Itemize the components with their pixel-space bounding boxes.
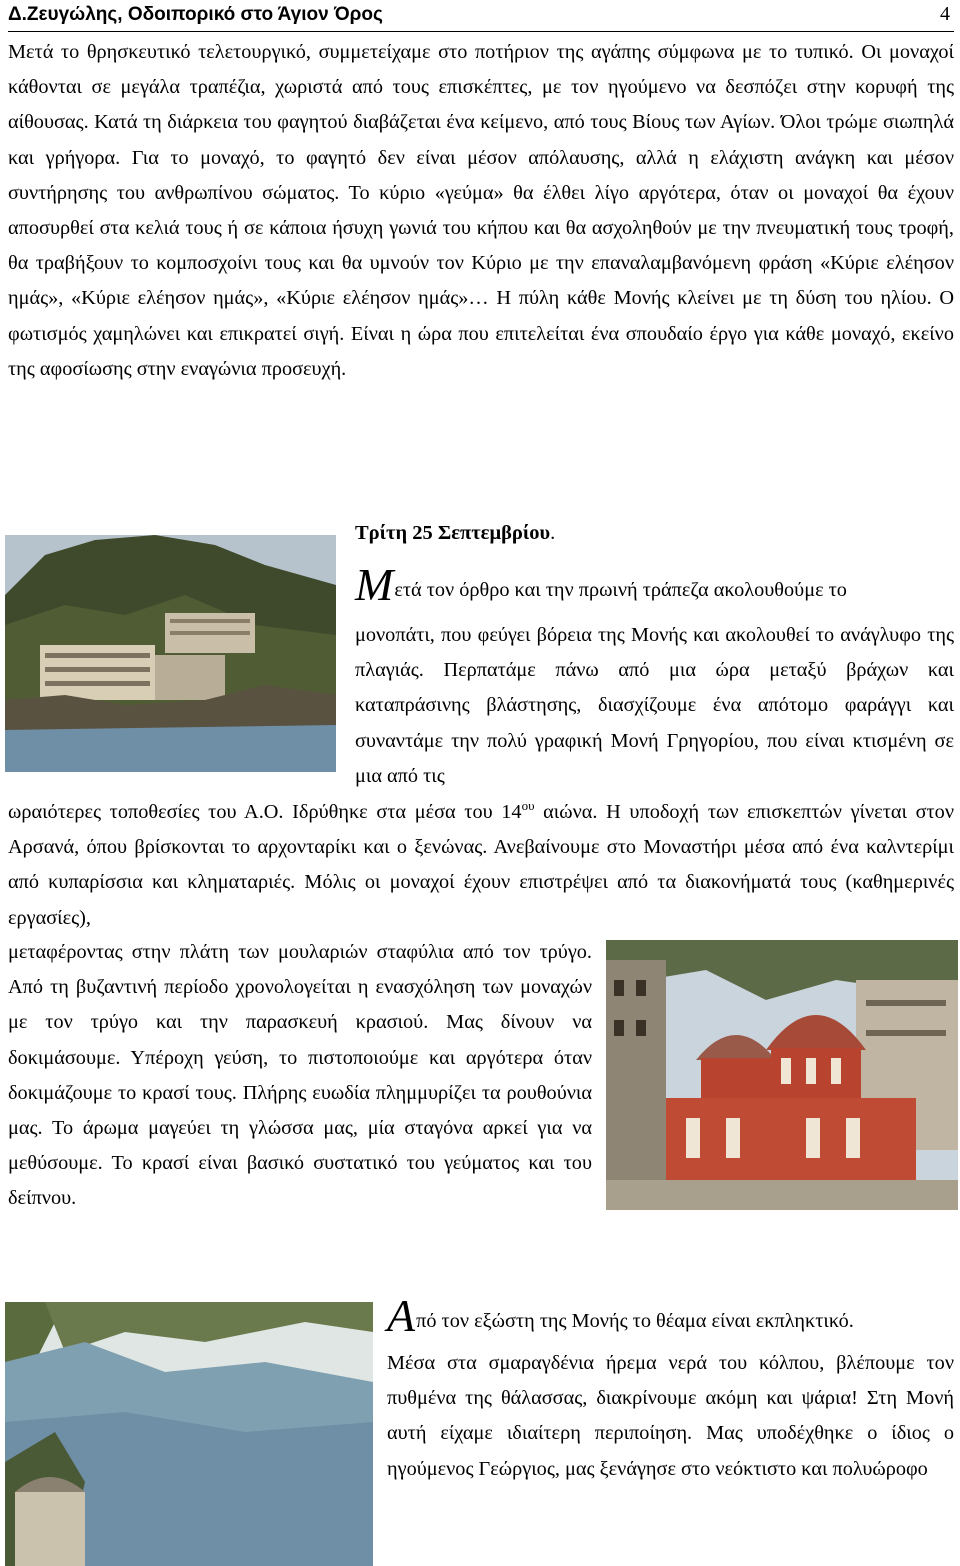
paragraph-2-first-line — [355, 559, 847, 610]
text-after-superscript: αιώνα. Η υποδοχή των επισκεπτών γίνεται στον Αρσανά, όπου βρίσκονται το αρχονταρίκι και ο ξενώνας. Ανεβαίνουμε στο Μοναστήρι μέσα από ένα καλντερίμι από κυπαρίσσια και κληματαριές. Μόλις οι μοναχοί έχουν επιστρέψει από τα διακονήματά τους (καθημερινές εργασίες), — [8, 801, 954, 929]
first-line-text: πό τον εξώστη της Μονής το θέαμα είναι εκπληκτικό. — [416, 1310, 854, 1332]
page-number: 4 — [940, 3, 950, 25]
text-before-superscript: ωραιότερες τοποθεσίες του Α.Ο. Ιδρύθηκε στα μέσα του 14 — [8, 801, 522, 823]
superscript-ordinal: ου — [521, 798, 535, 813]
paragraph-evening-meal: Μετά το θρησκευτικό τελετουργικό, συμμετείχαμε στο ποτήριον της αγάπης σύμφωνα με το τυπικό. Οι μοναχοί κάθονται σε μεγάλα τραπέζια, χωριστά από τους επισκέπτες, με τον ηγούμενο να δεσπόζει στην κορυφή της αίθουσας. Κατά τη διάρκεια του φαγητού διαβάζεται ένα κείμενο, από τους Βίους των Αγίων. Όλοι τρώμε σιωπηλά και γρήγορα. Για το μοναχό, το φαγητό δεν είναι μέσον απόλαυσης, αλλά η ελάχιστη ανάγκη και μέσον συντήρησης του ανθρωπίνου σώματος. Το κύριο «γεύμα» θα έλθει λίγο αργότερα, όταν οι μοναχοί θα έχουν αποσυρθεί στα κελιά τους ή σε κάποια ήσυχη γωνιά του κήπου και θα ασχοληθούν με την πνευματική τους τροφή, θα τραβήξουν το κομποσχοίνι τους και θα υμνούν τον Κύριο με την επαναλαμβανόμενη φράση «Κύριε ελέησον ημάς», «Κύριε ελέησον ημάς», «Κύριε ελέησον ημάς»… Η πύλη κάθε Μονής κλείνει με τη δύση του ηλίου. Ο φωτισμός χαμηλώνει και επικρατεί σιγή. Είναι η ώρα που επιτελείται ένα σπουδαίο έργο για κάθε μοναχό, εκείνο της αφοσίωσης στην εναγώνια προσευχή. — [8, 41, 954, 380]
monastery-balcony-view-photo — [5, 1302, 373, 1566]
paragraph-3-body: Μέσα στα σμαραγδένια ήρεμα νερά του κόλπου, βλέπουμε τον πυθμένα της θάλασσας, διακρίνουμε ακόμη και ψάρια! Στη Μονή αυτή είχαμε ιδιαίτερη περιποίηση. Μας υποδέχθηκε ο ίδιος ο ηγούμενος Γεώργιος, μας ξενάγησε στο νεόκτιστο και πολυώροφο — [387, 1352, 954, 1480]
photo-icon — [5, 1302, 373, 1566]
dropcap-letter: Α — [387, 1290, 416, 1341]
photo-icon — [5, 535, 336, 772]
paragraph-2-full-width — [8, 795, 954, 936]
dropcap-letter: Μ — [355, 559, 394, 610]
paragraph-3-first-line — [387, 1290, 854, 1341]
paragraph-2-beside-photo: μονοπάτι, που φεύγει βόρεια της Μονής και ακολουθεί το ανάγλυφο της πλαγιάς. Περπατάμε πάνω από μια ώρα μεταξύ βράχων και καταπράσινης βλάστησης, διασχίζουμε ένα απότομο φαράγγι και συναντάμε την πολύ γραφική Μονή Γρηγορίου, που είναι κτισμένη σε μια από τις — [355, 624, 954, 787]
first-line-text: ετά τον όρθρο και την πρωινή τράπεζα ακολουθούμε το — [394, 579, 847, 601]
paragraph-2-left-column: μεταφέροντας στην πλάτη των μουλαριών σταφύλια από τον τρύγο. Από τη βυζαντινή περίοδο χρονολογείται η ενασχόληση των μοναχών με τον τρύγο και την παρασκευή κρασιού. Μας δίνουν να δοκιμάσουμε. Υπέροχη γεύση, το πιστοποιούμε και αργότερα όταν δοκιμάζουμε το κρασί τους. Πλήρης ευωδία πλημμυρίζει τα ρουθούνια μας. Το άρωμα μαγεύει τη γλώσσα μας, μία σταγόνα αρκεί για να μεθύσουμε. Το κρασί είναι βασικό συστατικό του γεύματος και του δείπνου. — [8, 941, 592, 1210]
photo-icon — [606, 940, 958, 1210]
document-title: Δ.Ζευγώλης, Οδοιπορικό στο Άγιον Όρος — [8, 4, 383, 25]
date-heading — [355, 522, 555, 545]
red-domed-church-photo — [606, 940, 958, 1210]
date-heading-period: . — [550, 522, 556, 544]
page-header — [8, 0, 954, 32]
date-heading-text: Τρίτη 25 Σεπτεμβρίου — [355, 522, 551, 544]
monastery-on-cliff-photo — [5, 535, 336, 772]
